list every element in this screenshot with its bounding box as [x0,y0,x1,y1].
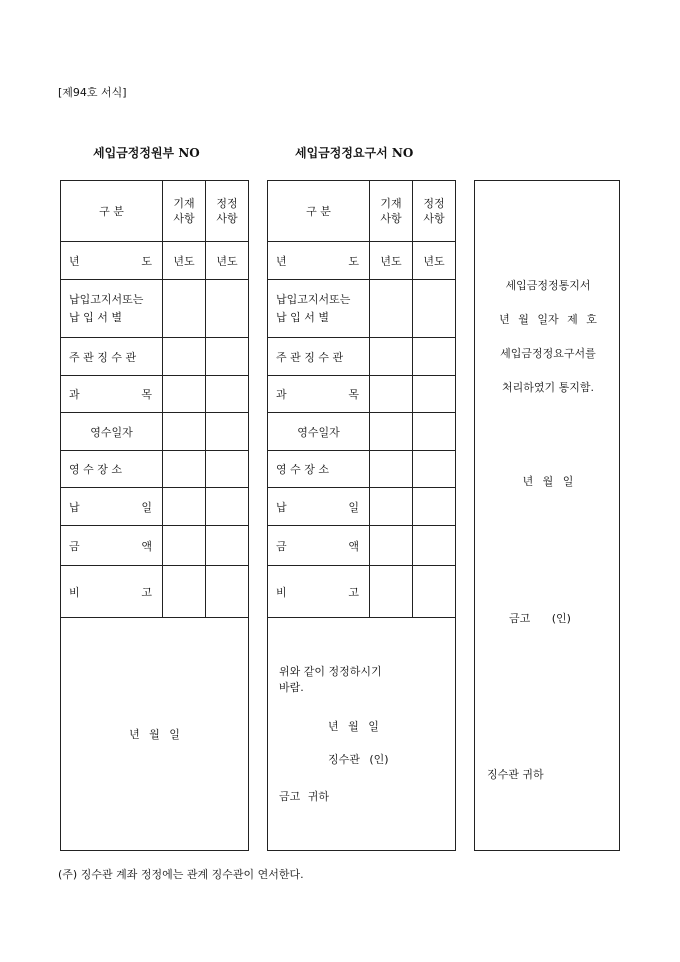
cell [370,338,413,376]
row-notice-label: 납입고지서또는 납 입 서 별 [61,280,163,338]
year-corrected: 년도 [413,242,456,280]
cell [163,566,206,618]
cell [206,451,249,488]
cell [206,338,249,376]
cell [163,526,206,566]
request-footer [268,618,456,851]
ledger-footer-date: 년 월 일 [61,618,249,851]
year-corrected: 년도 [206,242,249,280]
cell [370,413,413,451]
header-recorded: 기재 사항 [163,181,206,242]
footnote: (주) 징수관 계좌 정정에는 관계 징수관이 연서한다. [58,868,304,881]
row-notice-label: 납입고지서또는 납 입 서 별 [268,280,370,338]
row-year-label: 년 도 [268,242,370,280]
row-payment-day-label: 납 일 [61,488,163,526]
header-recorded: 기재 사항 [370,181,413,242]
cell [206,413,249,451]
cell [163,413,206,451]
cell [413,338,456,376]
cell [413,488,456,526]
request-recipient: 금고 귀하 [279,790,330,803]
bank-seal: 금고 (인) [509,612,571,625]
ledger-table [60,180,249,851]
notice-date: 년 월 일 [522,475,574,488]
cell [163,376,206,413]
year-recorded: 년도 [163,242,206,280]
notice-lines: 세입금정정통지서 년 월 일자 제 호 세입금정정요구서를 처리하였기 통지함. [499,279,597,394]
cell [163,280,206,338]
cell [413,413,456,451]
cell [370,451,413,488]
row-amount-label: 금 액 [61,526,163,566]
row-year-label: 년 도 [61,242,163,280]
row-payment-day-label: 납 일 [268,488,370,526]
cell [163,451,206,488]
cell [206,566,249,618]
header-corrected: 정정 사항 [206,181,249,242]
cell [206,280,249,338]
cell [370,526,413,566]
row-officer-label: 주 관 징 수 관 [268,338,370,376]
row-receipt-place-label: 영 수 장 소 [268,451,370,488]
cell [206,488,249,526]
row-subject-label: 과 목 [268,376,370,413]
cell [413,566,456,618]
cell [163,488,206,526]
cell [413,526,456,566]
header-corrected: 정정 사항 [413,181,456,242]
cell [413,451,456,488]
cell [206,526,249,566]
header-category: 구 분 [268,181,370,242]
row-remark-label: 비 고 [61,566,163,618]
header-category: 구 분 [61,181,163,242]
cell [206,376,249,413]
notice-box [474,180,620,851]
row-subject-label: 과 목 [61,376,163,413]
cell [370,566,413,618]
ledger-title: 세입금정정원부 NO [93,146,200,160]
request-date: 년 월 일 [328,720,379,733]
cell [413,280,456,338]
cell [413,376,456,413]
row-receipt-place-label: 영 수 장 소 [61,451,163,488]
cell [163,338,206,376]
row-receipt-date-label: 영수일자 [61,413,163,451]
request-title: 세입금정정요구서 NO [295,146,414,160]
request-text: 위와 같이 정정하시기 바람. [279,665,382,694]
cell [370,488,413,526]
cell [370,280,413,338]
request-table [267,180,456,851]
form-number: [제94호 서식] [58,86,127,99]
collector-seal: 징수관 (인) [328,753,389,766]
row-remark-label: 비 고 [268,566,370,618]
notice-recipient: 징수관 귀하 [487,768,544,781]
year-recorded: 년도 [370,242,413,280]
row-receipt-date-label: 영수일자 [268,413,370,451]
cell [370,376,413,413]
row-officer-label: 주 관 징 수 관 [61,338,163,376]
row-amount-label: 금 액 [268,526,370,566]
